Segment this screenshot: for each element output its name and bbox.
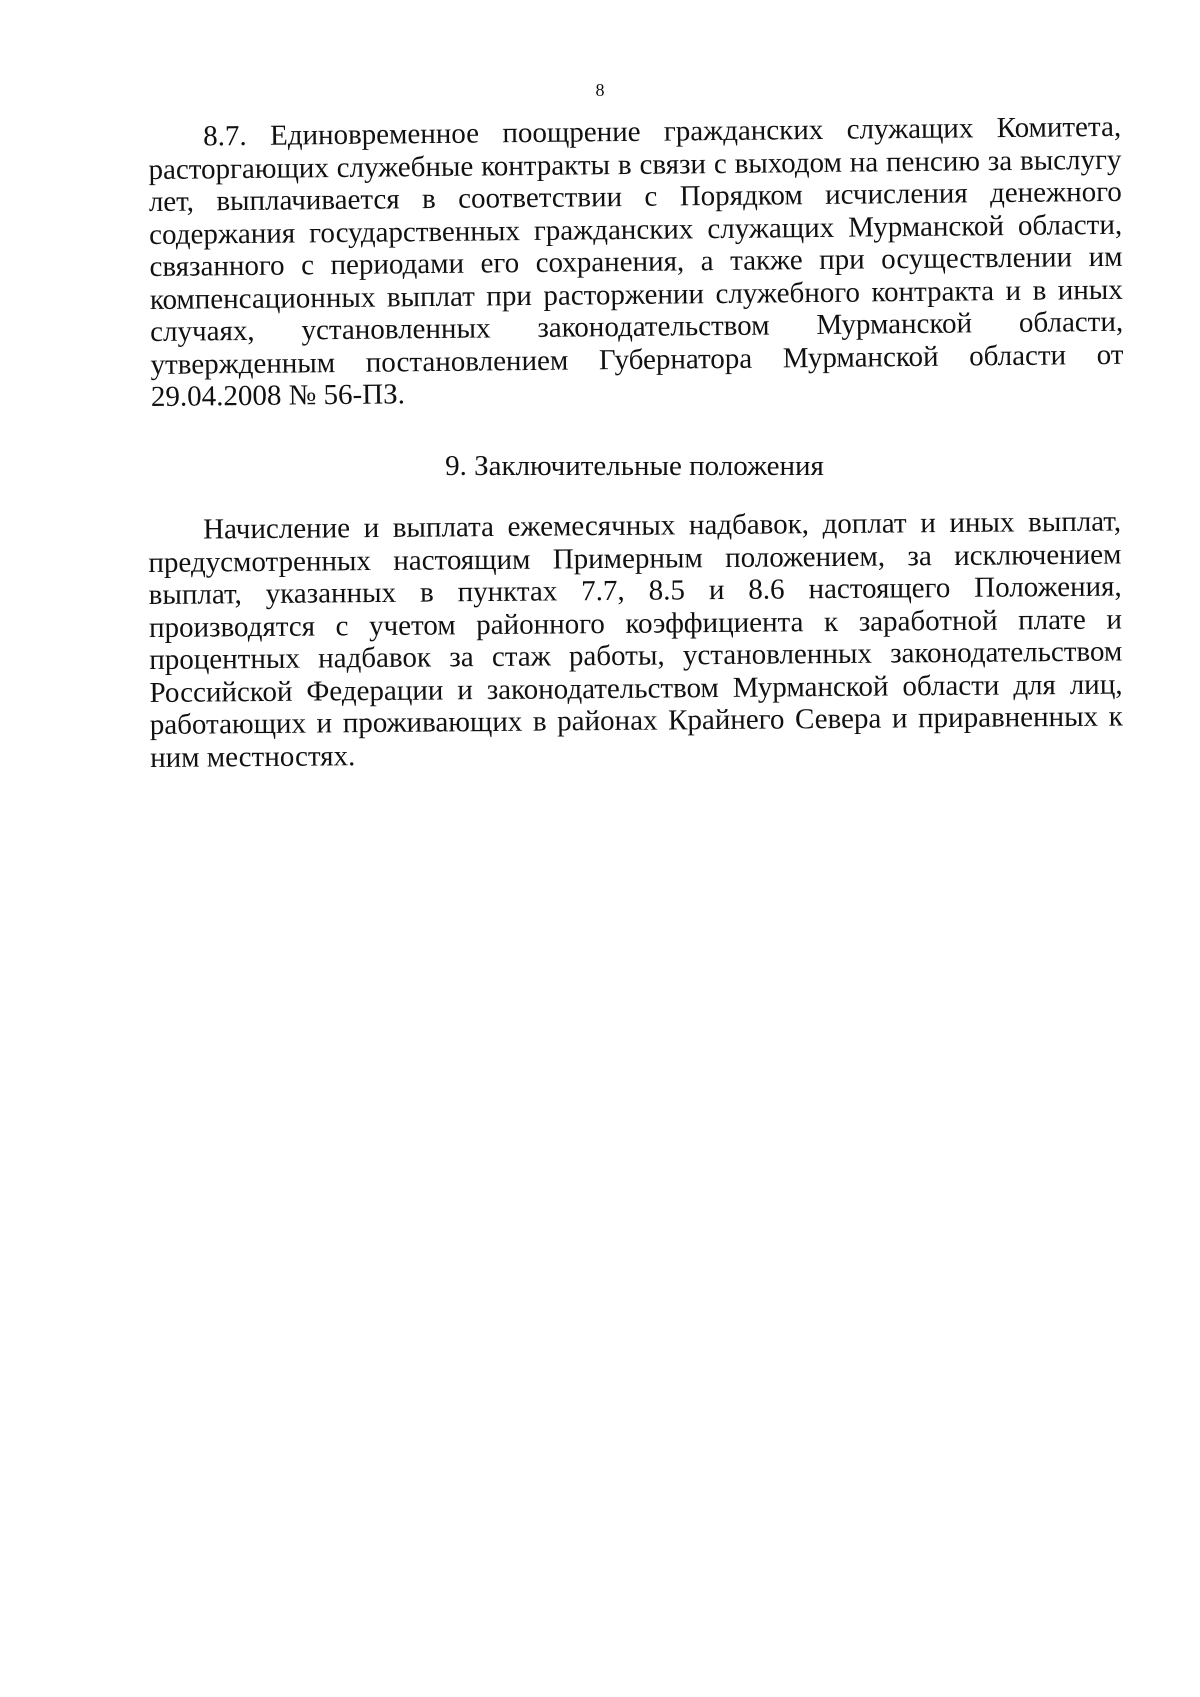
section-9-paragraph: Начисление и выплата ежемесячных надбавок, доплат и иных выплат, предусмотренных настоящим Примерным положением, за исключением выплат, указанных в пунктах 7.7, 8.5 и 8.6 настоящего Положения, производятся с учетом районного коэффициента к заработной плате и процентных надбавок за стаж работы, установленных законодательством Российской Федерации и законодательством Мурманской области для лиц, работающих и проживающих в районах Крайнего Севера и приравненных к ним местностях. [148,505,1123,774]
section-9-heading: 9. Заключительные положения [445,450,824,482]
paragraph-8-7: 8.7. Единовременное поощрение гражданских служащих Комитета, расторгающих служебные контракты в связи с выходом на пенсию за выслугу лет, выплачивается в соответствии с Порядком исчисления денежного содержания государственных гражданских служащих Мурманской области, связанного с периодами его сохранения, а также при осуществлении им компенсационных выплат при расторжении служебного контракта и в иных случаях, установленных законодательством Мурманской области, утвержденным постановлением Губернатора Мурманской области от 29.04.2008 № 56-ПЗ. [148,110,1124,413]
page-number: 8 [595,80,605,100]
